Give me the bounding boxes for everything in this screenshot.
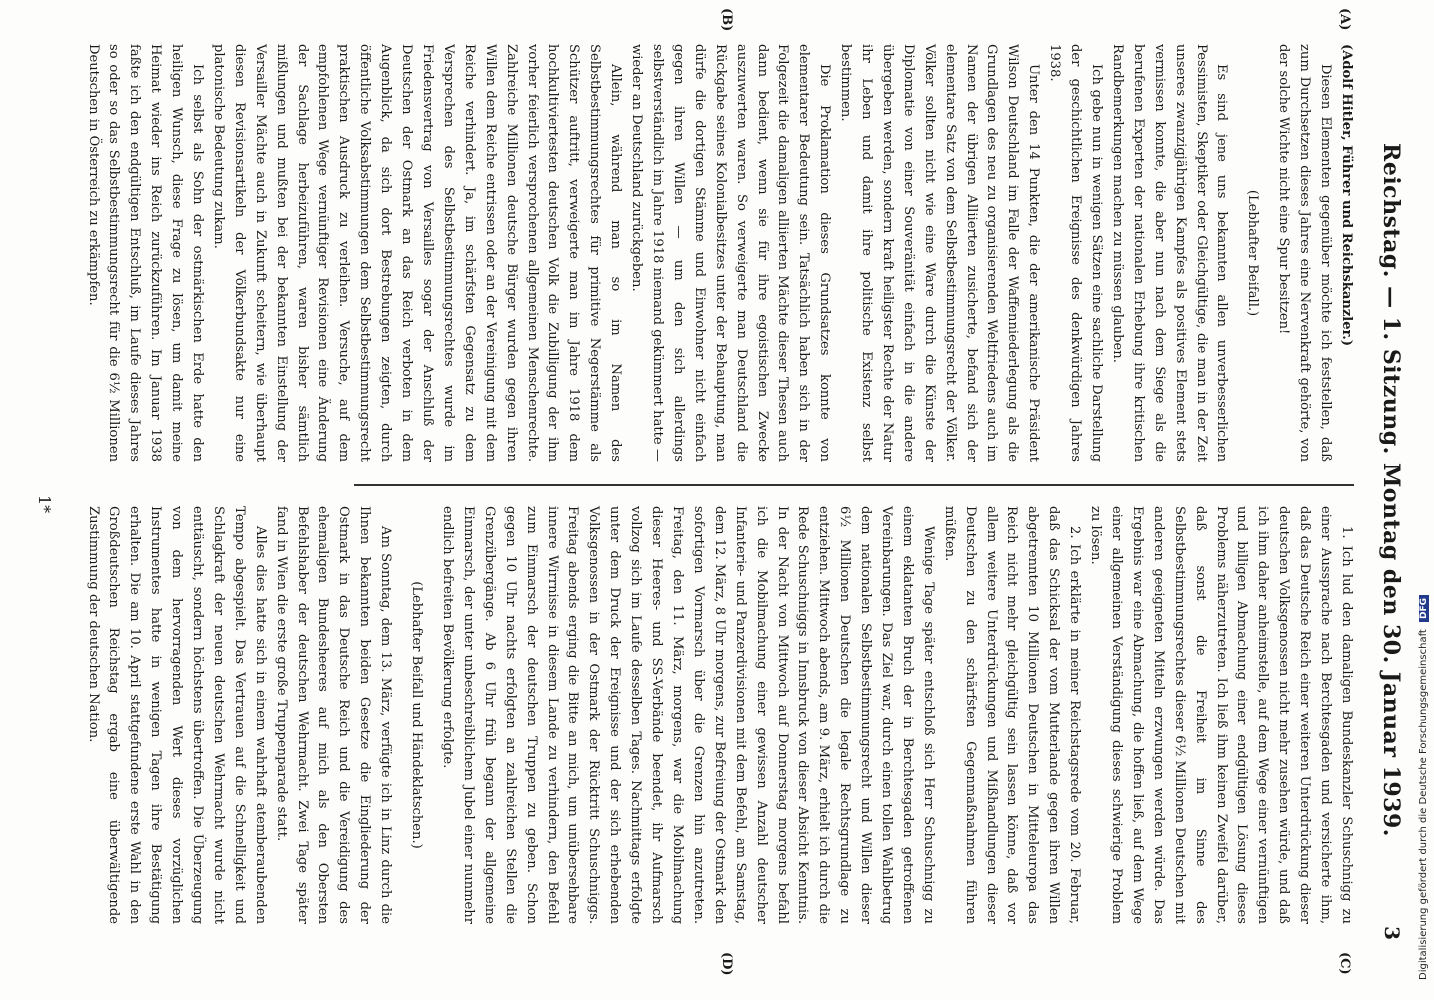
paragraph: Es sind jene uns bekannten allen unverbesserlichen Pessimisten, Skeptiker oder Gleichgültige, die man in der Zeit unseres zwanzigjährigen Kampfes als positives Element stets vermissen konnte, die aber nun nach dem Siege als die berufenen Experten der nationalen Erhebung ihre kritischen Randbemerkungen machen zu müssen glauben.	[1109, 44, 1230, 462]
paragraph: 1. Ich lud den damaligen Bundeskanzler Schuschnigg zu einer Aussprache nach Berchtesgaden und versicherte ihm, daß das Deutsche Reich einer weiteren Unterdrückung dieser deutschen Volksgenossen nicht mehr zusehen würde, und daß ich ihm daher anheimstelle, auf dem Wege einer vernünftigen und billigen Abmachung einer endgültigen Lösung dieses Problems näherzutreten. Ich ließ ihm keinen Zweifel darüber, daß sonst die Freiheit im Sinne des Selbstbestimmungsrechtes dieser 6½ Millionen Deutschen mit anderen geeigneten Mitteln erzwungen werden würde. Das Ergebnis war eine Abmachung, die hoffen ließ, auf dem Wege einer allgemeinen Verständigung dieses schwierige Problem zu lösen.	[1088, 506, 1354, 924]
applause-note: (Lebhafter Beifall und Händeklatschen.)	[409, 581, 425, 849]
page-title: Reichstag. — 1. Sitzung. Montag den 30. Januar 1939.	[1378, 143, 1404, 837]
paragraph: Ich selbst als Sohn der ostmärkischen Erde hatte den heiligen Wunsch, diese Frage zu lösen, um damit meine Heimat wieder ins Reich zurückzuführen. Im Januar 1938 faßte ich den endgültigen Entschluß, im Laufe dieses Jahres so oder so das Selbstbestimmungsrecht für die 6½ Millionen Deutschen in Österreich zu erkämpfen.	[85, 44, 206, 462]
digitization-credit	[1418, 540, 1432, 980]
paragraph: Am Sonntag, dem 13. März, verfügte ich in Linz durch die Ihnen bekannten beiden Gesetze die Eingliederung der Ostmark in das Deutsche Reich und die Vereidigung des ehemaligen Bundesheeres auf mich als den Obersten Befehlshaber der deutschen Wehrmacht. Zwei Tage später fand in Wien die erste große Truppenparade statt.	[273, 506, 394, 924]
paragraph: 2. Ich erklärte in meiner Reichstagsrede vom 20. Februar, daß das Schicksal der vom Mutterlande gegen ihren Willen abgetrennten 10 Millionen Deutschen in Mitteleuropa das Reich nicht mehr gleichgültig sein lassen könne, daß vor allem weitere Unterdrückungen und Mißhandlungen dieser Deutschen zu den schärfsten Gegenmaßnahmen führen müßten.	[941, 506, 1083, 924]
page-number: 3	[1380, 926, 1404, 940]
credit-text: Digitalisierung gefördert durch die Deutsche Forschungsgemeinschaft	[1418, 629, 1429, 980]
signature-mark: 1*	[35, 495, 54, 514]
speaker-line: (Adolf Hitler, Führer und Reichskanzler.)	[1339, 44, 1354, 347]
paragraph: Wenige Tage später entschloß sich Herr Schuschnigg zu einem eklatanten Bruch der in Berchtesgaden getroffenen Vereinbarungen. Das Ziel war, durch einen tollen Wahlbetrug dem nationalen Selbstbestimmungsrecht und Willen dieser 6½ Millionen Deutschen die legale Rechtsgrundlage zu entziehen. Mittwoch abends, am 9. März, erhielt ich durch die Rede Schuschniggs in Innsbruck von dieser Absicht Kenntnis. In der Nacht von Mittwoch auf Donnerstag morgens befahl ich die Mobilmachung einer gewissen Anzahl deutscher Infanterie- und Panzerdivisionen mit dem Befehl, am Samstag, dem 12. März, 8 Uhr morgens, zur Befreiung der Ostmark den sofortigen Vormarsch über die Grenzen hin anzutreten. Freitag, den 11. März, morgens, war die Mobilmachung dieser Heeres- und SS-Verbände beendet, ihr Aufmarsch vollzog sich im Laufe desselben Tages. Nachmittags erfolgte unter dem Druck der Ereignisse und der sich erhebenden Volksgenossen in der Ostmark der Rücktritt Schuschniggs. Freitag abends erging die Bitte an mich, um unübersehbare innere Wirrnisse in diesem Lande zu verhindern, den Befehl zum Einmarsch der deutschen Truppen zu geben. Schon gegen 10 Uhr nachts erfolgten an zahlreichen Stellen die Grenzübergänge. Ab 6 Uhr früh begann der allgemeine Einmarsch, der unter unbeschreiblichem Jubel einer nunmehr endlich befreiten Bevölkerung erfolgte.	[440, 506, 936, 924]
paragraph: Diesen Elementen gegenüber möchte ich feststellen, daß zum Durchsetzen dieses Jahres eine Nervenkraft gehörte, von der solche Wichte nicht eine Spur besitzen!	[1276, 44, 1334, 462]
margin-marker-b: (B)	[719, 8, 734, 32]
margin-marker-c: (C)	[1337, 952, 1352, 975]
paragraph: Die Proklamation dieses Grundsatzes konnte von elementarer Bedeutung sein. Tatsächlich haben sich in der Folgezeit die damaligen alliierten Mächte dieser Thesen auch dann bedient, wenn sie für ihre egoistischen Zwecke auszuwerten waren. So verweigerte man Deutschland die Rückgabe seines Kolonialbesitzes unter der Behauptung, man dürfe die dortigen Stämme und Einwohner nicht einfach gegen ihren Willen — um den sich allerdings selbstverständlich im Jahre 1918 niemand gekümmert hatte — wieder an Deutschland zurückgeben.	[629, 44, 833, 462]
right-column	[82, 506, 1356, 924]
paragraph: Unter den 14 Punkten, die der amerikanische Präsident Wilson Deutschland im Falle der Waffenniederlegung als die Grundlagen des neu zu organisierenden Weltfriedens auch im Namen der übrigen Alliierten zusicherte, befand sich der elementare Satz von dem Selbstbestimmungsrecht der Völker. Völker sollten nicht wie eine Ware durch die Künste der Diplomatie von einer Souveränität einfach in die andere übergeben werden, sondern kraft heiligster Rechte der Natur ihr Leben und damit ihre politische Existenz selbst bestimmen.	[838, 44, 1042, 462]
paragraph: Alles dies hatte sich in einem wahrhaft atemberaubenden Tempo abgespielt. Das Vertrauen auf die Schnelligkeit und Schlagkraft der neuen deutschen Wehrmacht wurde nicht enttäuscht, sondern höchstens übertroffen. Die Überzeugung von dem hervorragenden Wert dieses vorzüglichen Instrumentes hatte in wenigen Tagen ihre Bestätigung erhalten. Die am 10. April stattgefundene erste Wahl in den Großdeutschen Reichstag ergab eine überwältigende Zustimmung der deutschen Nation.	[85, 506, 268, 924]
margin-marker-a: (A)	[1337, 8, 1352, 31]
paragraph: Allein, während man so im Namen des Selbstbestimmungsrechtes für primitive Negerstämme als Schützer auftritt, verweigerte man im Jahre 1918 dem hochkultiviertesten deutschen Volk die Zubilligung der ihm vorher feierlich versprochenen allgemeinen Menschenrechte. Zahlreiche Millionen deutsche Bürger wurden gegen ihren Willen dem Reiche entrissen oder an der Vereinigung mit dem Reiche verhindert. Ja, im schärfsten Gegensatz zu dem Versprechen des Selbstbestimmungsrechtes wurde im Friedensvertrag von Versailles sogar der Anschluß der Deutschen der Ostmark an das Reich verboten in dem Augenblick, da sich dort Bestrebungen zeigten, durch öffentliche Volksabstimmungen dem Selbstbestimmungsrecht praktischen Ausdruck zu verleihen. Versuche, auf dem empfohlenen Wege vernünftiger Revisionen eine Änderung der Sachlage herbeizuführen, waren bisher sämtlich mißlungen und mußten bei der bekannten Einstellung der Versailler Mächte auch in Zukunft scheitern, wie überhaupt diesen Revisionsartikeln der Völkerbundsakte nur eine platonische Bedeutung zukam.	[210, 44, 624, 462]
left-column	[82, 44, 1356, 462]
page-header	[1374, 40, 1404, 940]
dfg-logo: DFG	[1419, 595, 1429, 622]
applause-note: (Lebhafter Beifall.)	[1245, 189, 1261, 317]
margin-marker-d: (D)	[719, 952, 734, 976]
column-divider	[354, 484, 1354, 486]
paragraph: Ich gebe nun in wenigen Sätzen eine sachliche Darstellung der geschichtlichen Ereignisse des denkwürdigen Jahres 1938.	[1047, 44, 1105, 462]
